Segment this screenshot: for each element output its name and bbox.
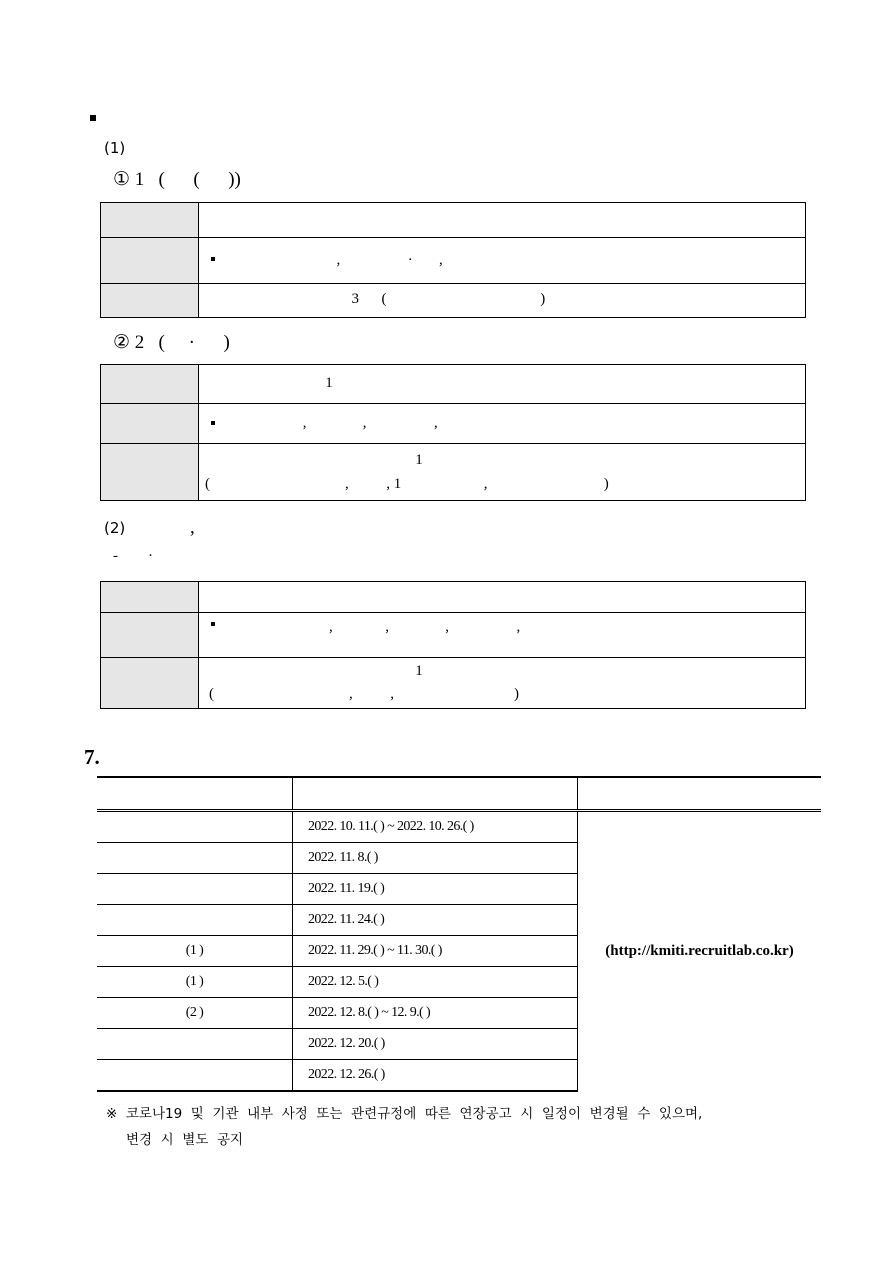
table-label-cell	[101, 444, 199, 501]
date-cell: 2022. 12. 26.( )	[293, 1060, 578, 1092]
item-2-heading: ② 2 ( · )	[113, 332, 230, 353]
subsection-2-label: (2)	[104, 519, 126, 537]
stage-cell	[97, 843, 293, 874]
subsection-2-comma: ,	[190, 517, 195, 538]
table-value-cell: 1	[199, 365, 806, 404]
date-cell: 2022. 12. 20.( )	[293, 1029, 578, 1060]
table-label-cell	[101, 203, 199, 238]
table-row	[97, 811, 821, 843]
date-cell: 2022. 11. 24.( )	[293, 905, 578, 936]
section-bullet-square	[90, 115, 96, 121]
item-1-heading: ① 1 ( ( ))	[113, 169, 241, 190]
date-cell: 2022. 12. 5.( )	[293, 967, 578, 998]
schedule-table	[97, 776, 821, 1092]
section-7-heading: 7.	[84, 745, 100, 769]
subsection-1-label: (1)	[104, 139, 126, 157]
date-cell: 2022. 11. 8.( )	[293, 843, 578, 874]
table-label-cell	[101, 613, 199, 658]
stage-cell	[97, 811, 293, 843]
table-value-cell: , · ,	[199, 238, 806, 284]
stage-cell	[97, 1029, 293, 1060]
table-label-cell	[101, 365, 199, 404]
item-3-table	[100, 581, 806, 709]
table-value-cell: 3 ( )	[199, 284, 806, 318]
date-cell: 2022. 12. 8.( ) ~ 12. 9.( )	[293, 998, 578, 1029]
announcement-site-cell: (http://kmiti.recruitlab.co.kr)	[578, 811, 822, 1092]
table-value-cell: 1 ( , , 1 , )	[199, 444, 806, 501]
table-label-cell	[101, 404, 199, 444]
table-value-cell: 1 ( , , )	[199, 658, 806, 709]
date-cell: 2022. 11. 29.( ) ~ 11. 30.( )	[293, 936, 578, 967]
column-header	[293, 777, 578, 811]
stage-cell	[97, 1060, 293, 1092]
schedule-footnote	[106, 1101, 811, 1153]
date-cell: 2022. 10. 11.( ) ~ 2022. 10. 26.( )	[293, 811, 578, 843]
footnote-line-1: ※ 코로나19 및 기관 내부 사정 또는 관련규정에 따른 연장공고 시 일정이 변경될 수 있으며,	[106, 1106, 703, 1122]
item-1-table	[100, 202, 806, 318]
item-2-table	[100, 364, 806, 501]
table-label-cell	[101, 238, 199, 284]
stage-cell	[97, 874, 293, 905]
subsection-2-dash-line: - ·	[113, 548, 153, 564]
column-header	[97, 777, 293, 811]
table-label-cell	[101, 582, 199, 613]
table-label-cell	[101, 658, 199, 709]
table-value-cell: , , ,	[199, 404, 806, 444]
table-value-cell	[199, 582, 806, 613]
stage-cell: (1 )	[97, 967, 293, 998]
stage-cell	[97, 905, 293, 936]
table-value-cell	[199, 203, 806, 238]
stage-cell: (1 )	[97, 936, 293, 967]
table-label-cell	[101, 284, 199, 318]
date-cell: 2022. 11. 19.( )	[293, 874, 578, 905]
column-header	[578, 777, 822, 811]
table-value-cell: , , , ,	[199, 613, 806, 658]
footnote-line-2: 변경 시 별도 공지	[126, 1132, 244, 1148]
stage-cell: (2 )	[97, 998, 293, 1029]
